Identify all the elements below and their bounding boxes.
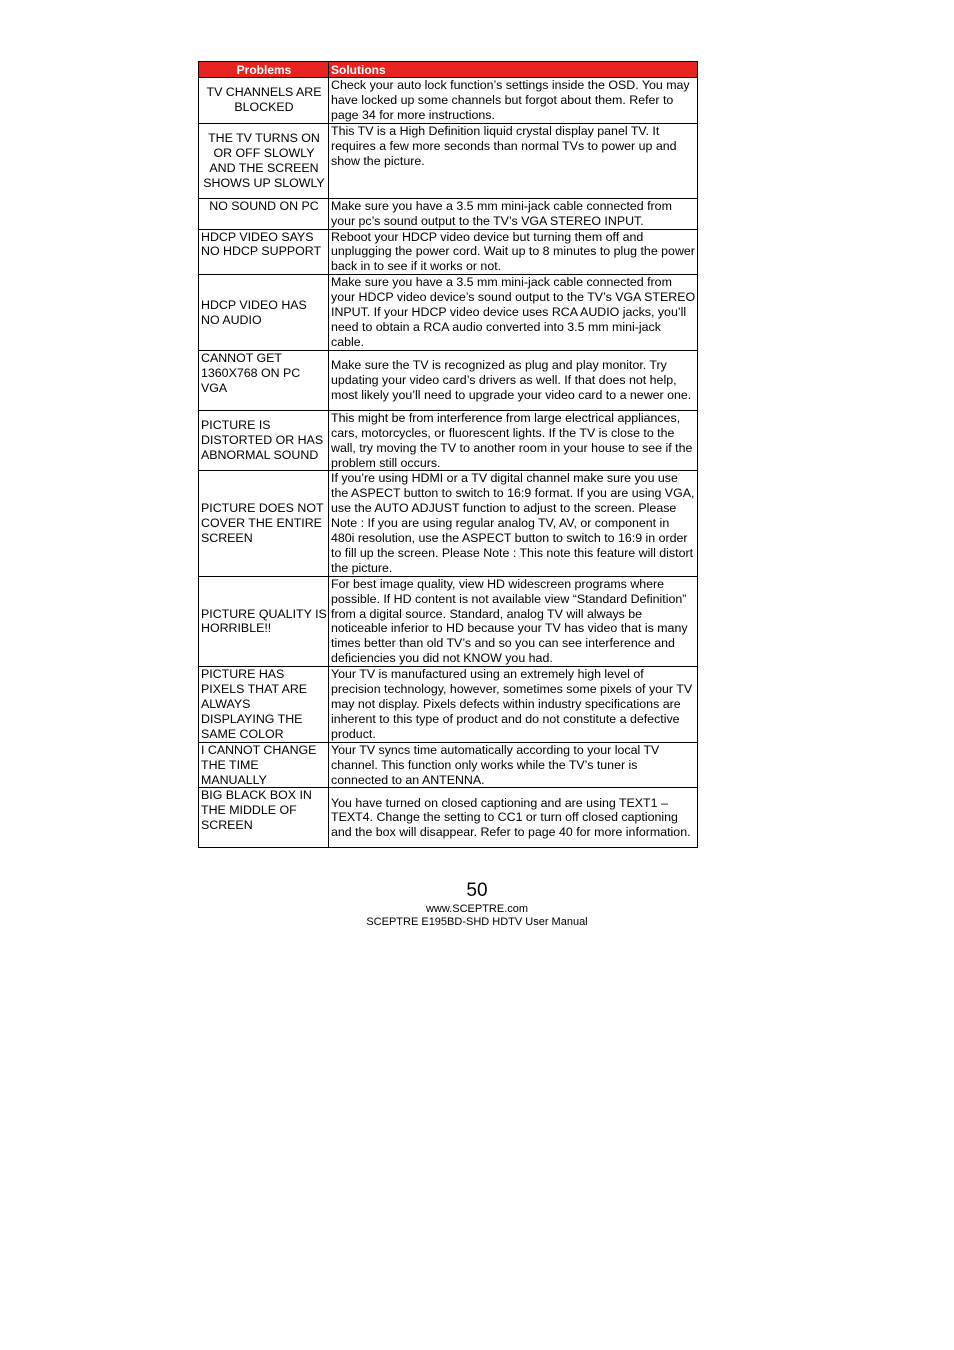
table-row (199, 78, 698, 124)
footer-manual-title: SCEPTRE E195BD-SHD HDTV User Manual (366, 916, 588, 928)
table-row (199, 275, 698, 351)
problem-cell: THE TV TURNS ON OR OFF SLOWLY AND THE SCREEN SHOWS UP SLOWLY (199, 123, 329, 198)
solution-cell: This might be from interference from large electrical appliances, cars, motorcycles, or fluorescent lights. If the TV is close to the wall, try moving the TV to another room in your house to see if the problem still occurs. (329, 410, 698, 471)
table-row (199, 576, 698, 666)
problem-cell: HDCP VIDEO SAYS NO HDCP SUPPORT (199, 229, 329, 275)
solution-cell: Make sure you have a 3.5 mm mini-jack cable connected from your HDCP video device’s sound output to the TV’s VGA STEREO INPUT. If your HDCP video device uses RCA AUDIO jacks, you’ll need to obtain a RCA audio converted into 3.5 mm mini-jack cable. (329, 275, 698, 351)
problem-cell: I CANNOT CHANGE THE TIME MANUALLY (199, 742, 329, 788)
solution-cell: Check your auto lock function’s settings inside the OSD. You may have locked up some channels but forgot about them. Refer to page 34 for more instructions. (329, 78, 698, 124)
solutions-column-header: Solutions (329, 62, 698, 78)
problem-cell: PICTURE IS DISTORTED OR HAS ABNORMAL SOUND (199, 410, 329, 471)
solution-cell: Reboot your HDCP video device but turning them off and unplugging the power cord. Wait up to 8 minutes to plug the power back in to see if it works or not. (329, 229, 698, 275)
problem-cell: PICTURE DOES NOT COVER THE ENTIRE SCREEN (199, 471, 329, 576)
problem-cell: NO SOUND ON PC (199, 198, 329, 229)
table-row (199, 788, 698, 848)
problems-column-header: Problems (199, 62, 329, 78)
problem-cell: HDCP VIDEO HAS NO AUDIO (199, 275, 329, 351)
table-row (199, 198, 698, 229)
page-number: 50 (466, 880, 488, 901)
solution-cell: You have turned on closed captioning and are using TEXT1 – TEXT4. Change the setting to CC1 or turn off closed captioning and the box will disappear. Refer to page 40 for more information. (329, 788, 698, 848)
table-row (199, 229, 698, 275)
solution-cell: Make sure the TV is recognized as plug and play monitor. Try updating your video card’s drivers as well. If that does not help, most likely you’ll need to upgrade your video card to a newer one. (329, 350, 698, 410)
table-header-row (199, 62, 698, 78)
problem-cell: PICTURE HAS PIXELS THAT ARE ALWAYS DISPLAYING THE SAME COLOR (199, 667, 329, 743)
solution-cell: Make sure you have a 3.5 mm mini-jack cable connected from your pc’s sound output to the TV’s VGA STEREO INPUT. (329, 198, 698, 229)
table-row (199, 742, 698, 788)
table-row (199, 667, 698, 743)
table-row (199, 350, 698, 410)
table-row (199, 410, 698, 471)
problem-cell: PICTURE QUALITY IS HORRIBLE!! (199, 576, 329, 666)
solution-cell: Your TV syncs time automatically according to your local TV channel. This function only works while the TV’s tuner is connected to an ANTENNA. (329, 742, 698, 788)
table-row (199, 471, 698, 576)
problem-cell: BIG BLACK BOX IN THE MIDDLE OF SCREEN (199, 788, 329, 848)
solution-cell: Your TV is manufactured using an extremely high level of precision technology, however, sometimes some pixels of your TV may not display. Pixels defects within industry specifications are inherent to this type of product and do not constitute a defective product. (329, 667, 698, 743)
problem-cell: TV CHANNELS ARE BLOCKED (199, 78, 329, 124)
solution-cell: This TV is a High Definition liquid crystal display panel TV. It requires a few more seconds than normal TVs to power up and show the picture. (329, 123, 698, 198)
footer-url: www.SCEPTRE.com (425, 903, 529, 915)
table-row (199, 123, 698, 198)
solution-cell: If you’re using HDMI or a TV digital channel make sure you use the ASPECT button to switch to 16:9 format. If you are using VGA, use the AUTO ADJUST function to adjust to the screen. Please Note : If you are using regular analog TV, AV, or component in 480i resolution, use the ASPECT button to switch to 16:9 in order to fill up the screen. Please Note : This note this feature will distort the picture. (329, 471, 698, 576)
problem-cell: CANNOT GET 1360X768 ON PC VGA (199, 350, 329, 410)
solution-cell: For best image quality, view HD widescreen programs where possible. If HD content is not available view “Standard Definition” from a digital source. Standard, analog TV will always be noticeable inferior to HD because your TV has video that is many times better than old TV’s and so you can see interference and deficiencies you did not KNOW you had. (329, 576, 698, 666)
troubleshooting-table (198, 61, 698, 848)
